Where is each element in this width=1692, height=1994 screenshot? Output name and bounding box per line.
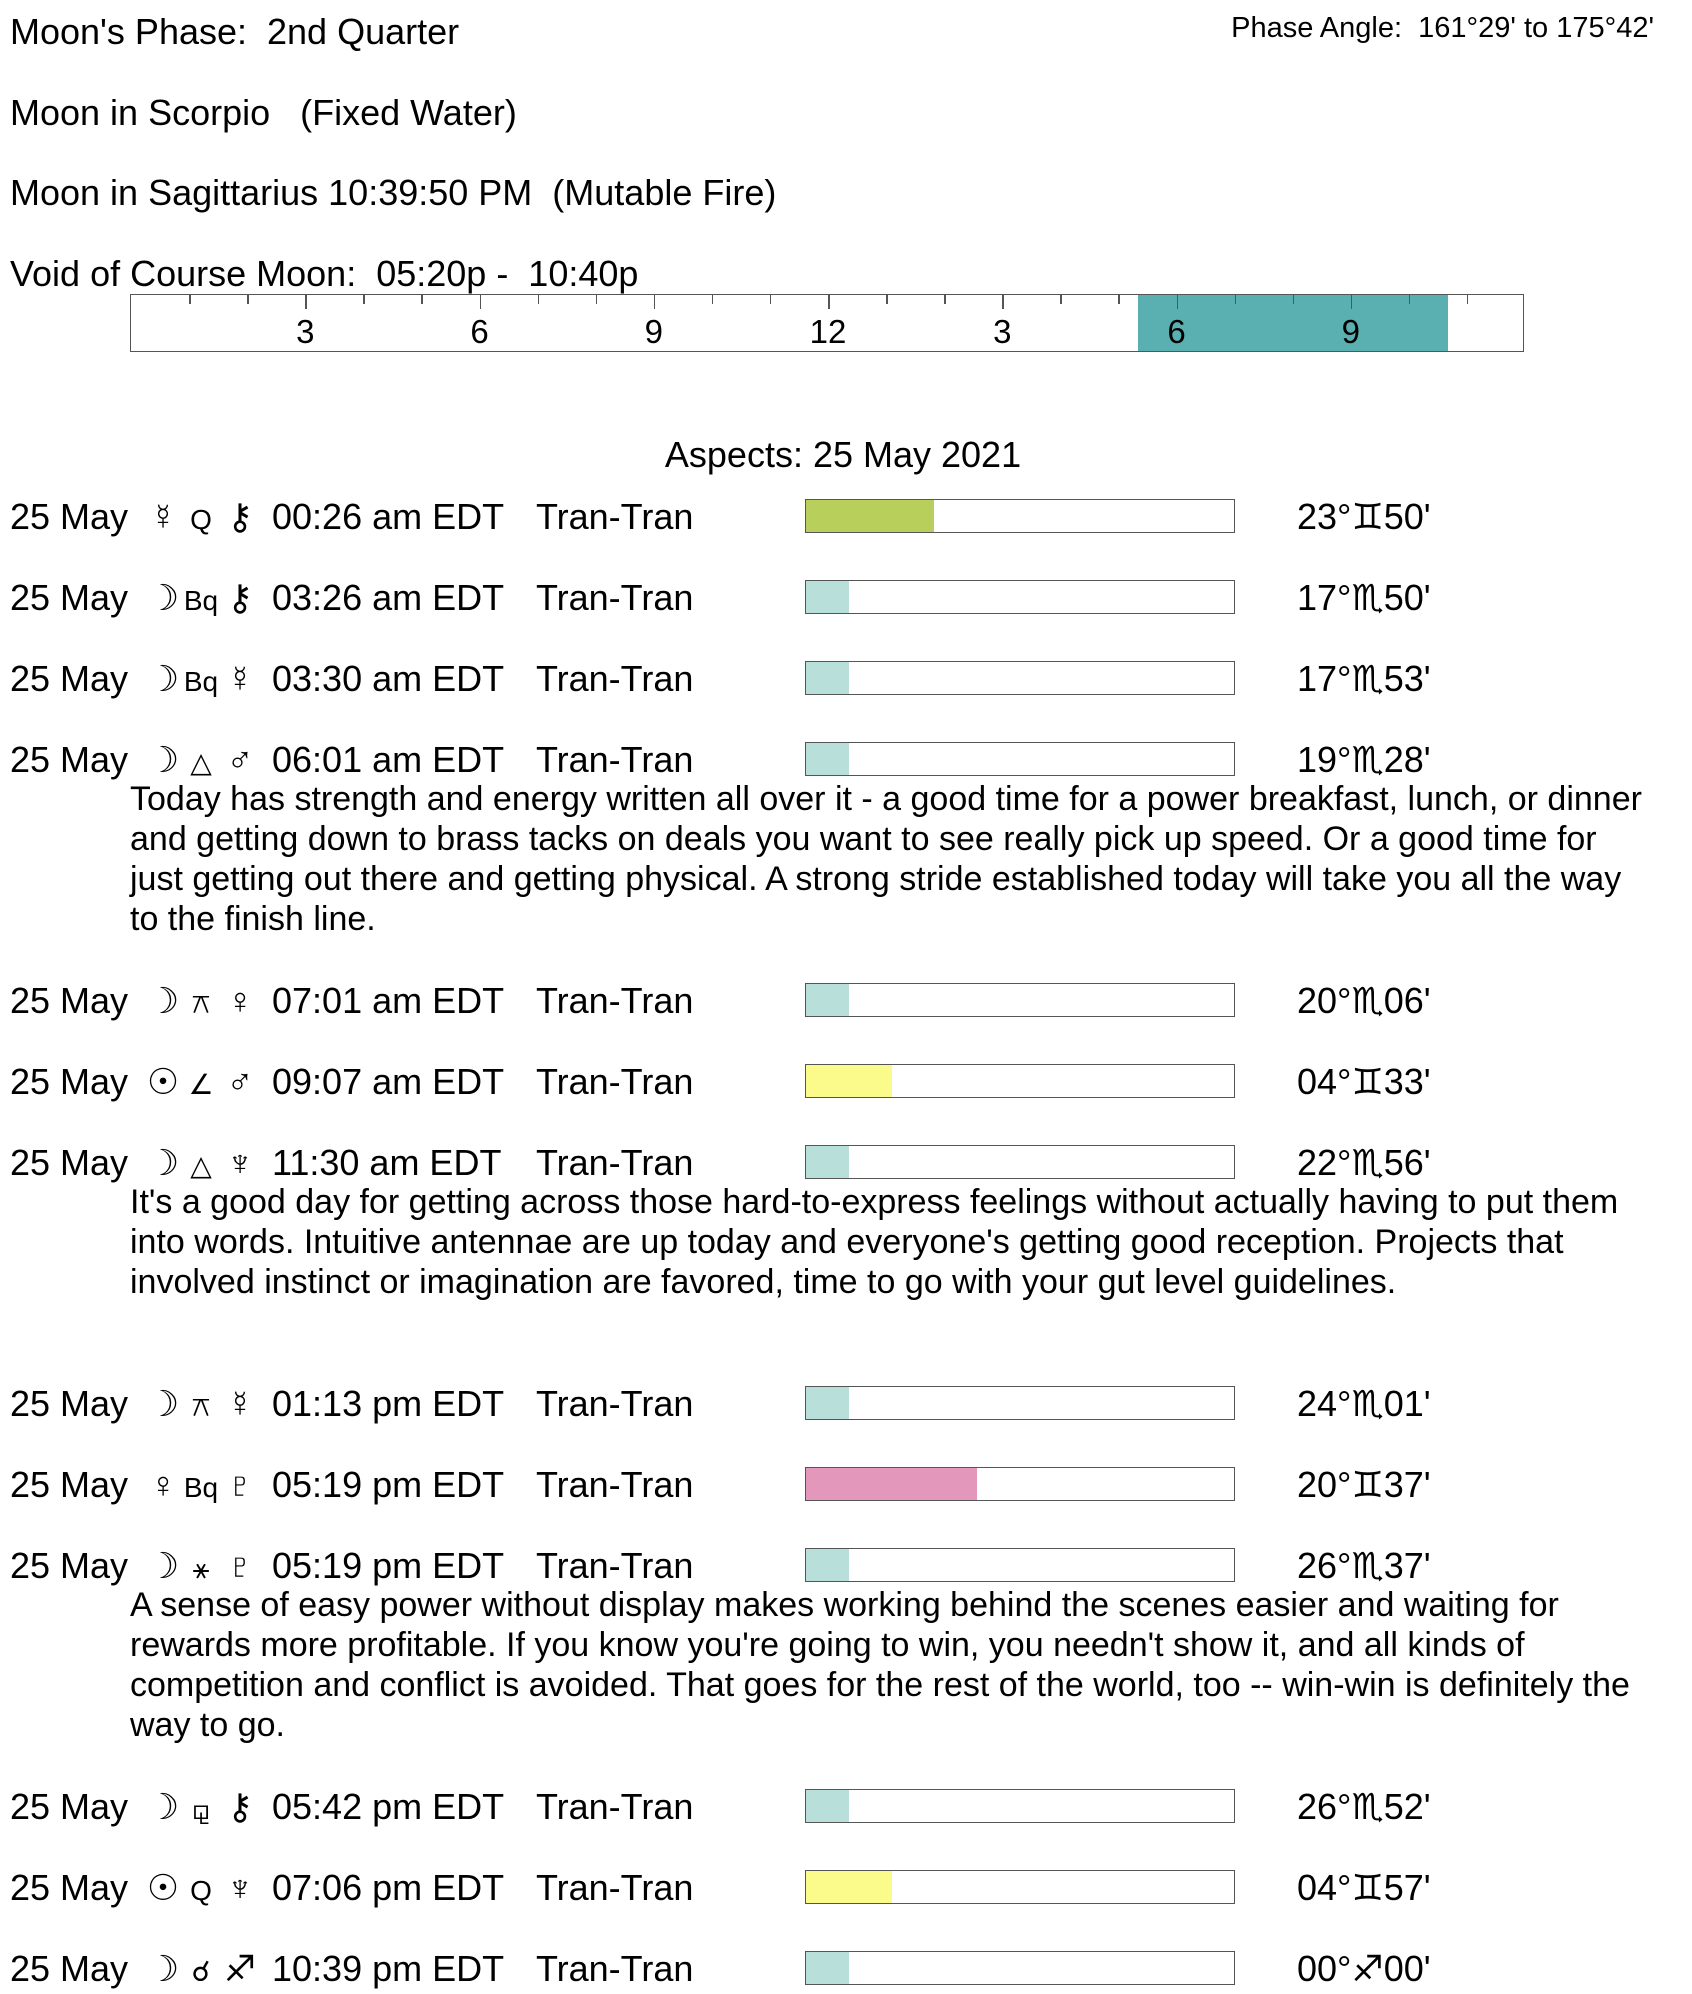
aspect-time: 00:26 am EDT <box>272 496 505 537</box>
aspect-date: 25 May <box>10 1867 129 1908</box>
timebar-tick <box>1060 295 1062 304</box>
planet-1-icon: ☽ <box>146 577 180 618</box>
aspect-time: 05:19 pm EDT <box>272 1545 505 1586</box>
aspect-date: 25 May <box>10 1061 129 1102</box>
planet-1-icon: ☽ <box>146 1948 180 1989</box>
timebar-tick <box>654 295 656 309</box>
aspect-date: 25 May <box>10 1545 129 1586</box>
aspect-position: 22°♏56' <box>1297 1142 1431 1183</box>
aspect-position: 23°♊50' <box>1297 496 1431 537</box>
timebar-tick <box>1467 295 1469 304</box>
strength-bar <box>805 499 1235 533</box>
aspect-icon: Bq <box>183 585 219 616</box>
strength-bar <box>805 742 1235 776</box>
aspect-position: 20°♏06' <box>1297 980 1431 1021</box>
aspect-time: 09:07 am EDT <box>272 1061 505 1102</box>
aspect-icon: Q <box>190 504 212 535</box>
aspect-glyphs <box>146 1786 266 1828</box>
planet-2-icon: ♆ <box>226 1142 254 1183</box>
timebar-tick <box>1177 295 1179 309</box>
aspect-interpretation: Today has strength and energy written all over it - a good time for a power breakfast, lunch, or dinner and getting down to brass tacks on deals you want to see really pick up speed. Or a good time for just getting out there and getting physical. A strong stride established today will take you all the way to the finish line. <box>130 780 1642 938</box>
aspect-time: 03:30 am EDT <box>272 658 505 699</box>
timebar-tick <box>1118 295 1120 304</box>
strength-bar <box>805 1870 1235 1904</box>
timebar-tick <box>189 295 191 304</box>
aspect-glyphs <box>146 1545 266 1587</box>
aspect-time: 06:01 am EDT <box>272 739 505 780</box>
strength-bar <box>805 1467 1235 1501</box>
strength-bar <box>805 1951 1235 1985</box>
aspect-icon: ∠ <box>188 1069 214 1100</box>
void-of-course: Void of Course Moon: 05:20p - 10:40p <box>10 253 639 294</box>
phase-angle: Phase Angle: 161°29' to 175°42' <box>1231 12 1654 44</box>
timebar-tick <box>1351 295 1353 309</box>
aspect-row <box>0 1061 1692 1107</box>
strength-fill <box>806 1387 849 1419</box>
timebar-label: 6 <box>1167 313 1186 350</box>
aspect-position: 26°♏52' <box>1297 1786 1431 1827</box>
aspect-interpretation: A sense of easy power without display makes working behind the scenes easier and waiting for rewards more profitable. If you know you're going to win, you needn't show it, and all kinds of competition and conflict is avoided. That goes for the rest of the world, too -- win-win is definitely the way to go. <box>130 1586 1630 1744</box>
aspect-icon: ⚼ <box>191 1794 211 1825</box>
aspect-glyphs <box>146 1061 266 1103</box>
timebar-label: 6 <box>470 313 489 350</box>
aspect-position: 19°♏28' <box>1297 739 1431 780</box>
strength-fill <box>806 500 934 532</box>
planet-1-icon: ☽ <box>146 658 180 699</box>
timebar-tick <box>1235 295 1237 304</box>
aspect-glyphs <box>146 1383 266 1425</box>
planet-2-icon: ⚷ <box>226 577 254 618</box>
timebar-tick <box>1409 295 1411 304</box>
aspect-glyphs <box>146 577 266 619</box>
strength-fill <box>806 1549 849 1581</box>
strength-fill <box>806 1146 849 1178</box>
aspect-icon: Bq <box>183 666 219 697</box>
timebar-tick <box>363 295 365 304</box>
strength-fill <box>806 581 849 613</box>
planet-1-icon: ☉ <box>146 1061 180 1102</box>
aspect-date: 25 May <box>10 577 129 618</box>
aspect-date: 25 May <box>10 1786 129 1827</box>
planet-2-icon: ♐ <box>223 1948 257 1989</box>
timebar-tick <box>480 295 482 309</box>
aspect-icon: Q <box>190 1875 212 1906</box>
aspect-position: 24°♏01' <box>1297 1383 1431 1424</box>
aspect-date: 25 May <box>10 1142 129 1183</box>
aspect-type: Tran-Tran <box>536 1786 694 1827</box>
aspect-glyphs <box>146 496 266 538</box>
timebar-tick <box>421 295 423 304</box>
aspect-type: Tran-Tran <box>536 980 694 1021</box>
strength-fill <box>806 743 849 775</box>
strength-bar <box>805 983 1235 1017</box>
aspect-date: 25 May <box>10 496 129 537</box>
timebar-tick <box>596 295 598 304</box>
planet-1-icon: ☿ <box>149 496 177 537</box>
aspect-type: Tran-Tran <box>536 1061 694 1102</box>
aspect-time: 05:19 pm EDT <box>272 1464 505 1505</box>
aspect-time: 11:30 am EDT <box>272 1142 502 1183</box>
aspect-type: Tran-Tran <box>536 577 694 618</box>
planet-2-icon: ♀ <box>226 980 254 1021</box>
timebar-tick <box>712 295 714 304</box>
aspect-date: 25 May <box>10 1464 129 1505</box>
aspect-type: Tran-Tran <box>536 1867 694 1908</box>
aspect-glyphs <box>146 739 266 781</box>
aspect-icon: ⚹ <box>192 1553 210 1584</box>
aspect-row <box>0 980 1692 1026</box>
planet-1-icon: ☽ <box>146 1786 180 1827</box>
aspect-row <box>0 1948 1692 1994</box>
aspect-row <box>0 1383 1692 1429</box>
aspect-glyphs <box>146 1867 266 1909</box>
moon-sign: Moon in Scorpio (Fixed Water) <box>10 92 517 133</box>
aspect-icon: ⚻ <box>191 988 211 1019</box>
aspect-time: 10:39 pm EDT <box>272 1948 505 1989</box>
strength-fill <box>806 1952 849 1984</box>
timebar-label: 3 <box>296 313 315 350</box>
aspect-time: 03:26 am EDT <box>272 577 505 618</box>
aspect-icon: △ <box>190 1150 212 1181</box>
planet-1-icon: ♀ <box>149 1464 177 1505</box>
timebar-tick <box>1293 295 1295 304</box>
planet-2-icon: ♇ <box>226 1464 254 1505</box>
timebar-tick <box>944 295 946 304</box>
planet-2-icon: ♂ <box>226 739 254 780</box>
aspect-interpretation: It's a good day for getting across those hard-to-express feelings without actually having to put them into words. Intuitive antennae are up today and everyone's getting good reception. Projects that involved instinct or imagination are favored, time to go with your gut level guidelines. <box>130 1183 1619 1301</box>
aspect-position: 04°♊57' <box>1297 1867 1431 1908</box>
aspect-glyphs <box>146 1142 266 1184</box>
aspect-time: 05:42 pm EDT <box>272 1786 505 1827</box>
aspect-date: 25 May <box>10 1948 129 1989</box>
strength-fill <box>806 984 849 1016</box>
strength-bar <box>805 580 1235 614</box>
moon-ingress: Moon in Sagittarius 10:39:50 PM (Mutable Fire) <box>10 172 777 213</box>
planet-2-icon: ⚷ <box>226 496 254 537</box>
planet-1-icon: ☽ <box>146 739 180 780</box>
aspect-date: 25 May <box>10 739 129 780</box>
aspect-type: Tran-Tran <box>536 1383 694 1424</box>
timebar-tick <box>247 295 249 304</box>
strength-bar <box>805 1064 1235 1098</box>
moon-phase: Moon's Phase: 2nd Quarter <box>10 11 460 52</box>
aspect-row <box>0 1464 1692 1510</box>
timebar-label: 9 <box>1341 313 1360 350</box>
timebar-tick <box>1002 295 1004 309</box>
timebar-label: 9 <box>644 313 663 350</box>
aspect-glyphs <box>146 980 266 1022</box>
aspect-icon: ⚻ <box>191 1391 211 1422</box>
planet-1-icon: ☉ <box>146 1867 180 1908</box>
strength-fill <box>806 1790 849 1822</box>
aspect-type: Tran-Tran <box>536 658 694 699</box>
aspect-glyphs <box>146 1948 266 1990</box>
planet-1-icon: ☽ <box>146 1383 180 1424</box>
aspect-position: 20°♊37' <box>1297 1464 1431 1505</box>
aspect-date: 25 May <box>10 1383 129 1424</box>
aspect-type: Tran-Tran <box>536 1464 694 1505</box>
aspect-position: 00°♐00' <box>1297 1948 1431 1989</box>
planet-2-icon: ⚷ <box>226 1786 254 1827</box>
strength-bar <box>805 1789 1235 1823</box>
timebar-label: 3 <box>993 313 1012 350</box>
aspect-icon: ☌ <box>191 1956 211 1987</box>
timebar-tick <box>828 295 830 309</box>
aspect-date: 25 May <box>10 658 129 699</box>
aspect-icon: △ <box>190 747 212 778</box>
strength-bar <box>805 1548 1235 1582</box>
aspect-row <box>0 1867 1692 1913</box>
aspect-type: Tran-Tran <box>536 1545 694 1586</box>
planet-1-icon: ☽ <box>146 1545 180 1586</box>
aspect-type: Tran-Tran <box>536 739 694 780</box>
strength-fill <box>806 1871 892 1903</box>
planet-2-icon: ☿ <box>226 658 254 699</box>
aspect-type: Tran-Tran <box>536 496 694 537</box>
aspect-row <box>0 496 1692 542</box>
aspect-position: 17°♏53' <box>1297 658 1431 699</box>
aspect-date: 25 May <box>10 980 129 1021</box>
planet-2-icon: ♂ <box>226 1061 254 1102</box>
aspect-icon: Bq <box>183 1472 219 1503</box>
aspect-type: Tran-Tran <box>536 1142 694 1183</box>
aspect-glyphs <box>146 1464 266 1506</box>
strength-bar <box>805 1145 1235 1179</box>
timebar-tick <box>305 295 307 309</box>
planet-1-icon: ☽ <box>146 1142 180 1183</box>
timebar-label: 12 <box>809 313 847 350</box>
timebar-tick <box>886 295 888 304</box>
strength-fill <box>806 1468 977 1500</box>
aspect-row <box>0 658 1692 704</box>
strength-fill <box>806 662 849 694</box>
strength-fill <box>806 1065 892 1097</box>
strength-bar <box>805 1386 1235 1420</box>
aspect-row <box>0 577 1692 623</box>
timebar-tick <box>538 295 540 304</box>
aspect-type: Tran-Tran <box>536 1948 694 1989</box>
planet-2-icon: ☿ <box>226 1383 254 1424</box>
strength-bar <box>805 661 1235 695</box>
aspects-title: Aspects: 25 May 2021 <box>664 434 1022 475</box>
void-of-course-timebar <box>130 294 1524 352</box>
aspect-position: 17°♏50' <box>1297 577 1431 618</box>
planet-1-icon: ☽ <box>146 980 180 1021</box>
aspect-time: 07:06 pm EDT <box>272 1867 505 1908</box>
aspect-time: 01:13 pm EDT <box>272 1383 505 1424</box>
planet-2-icon: ♆ <box>226 1867 254 1908</box>
planet-2-icon: ♇ <box>226 1545 254 1586</box>
aspect-glyphs <box>146 658 266 700</box>
aspect-row <box>0 1786 1692 1832</box>
timebar-tick <box>770 295 772 304</box>
aspect-time: 07:01 am EDT <box>272 980 505 1021</box>
aspect-position: 26°♏37' <box>1297 1545 1431 1586</box>
aspect-position: 04°♊33' <box>1297 1061 1431 1102</box>
